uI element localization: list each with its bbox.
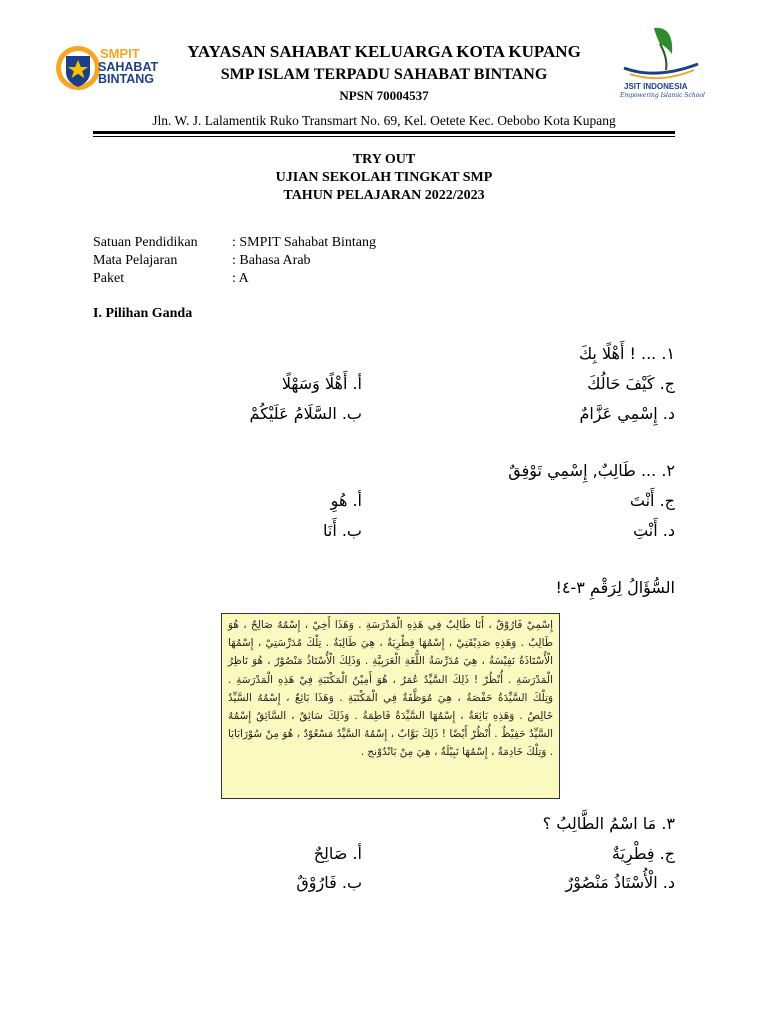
question-2-option-c: ج. أَنْتَ bbox=[629, 491, 675, 510]
question-1-option-b: ب. السَّلَامُ عَلَيْكُمْ bbox=[249, 404, 362, 423]
question-2-option-a: أ. هُوِ bbox=[330, 491, 362, 510]
question-1-option-a: أ. أَهْلًا وَسَهْلًا bbox=[281, 374, 362, 393]
exam-info bbox=[93, 234, 376, 288]
question-3-stem: ٣. مَا اسْمُ الطَّالِبُ ؟ bbox=[542, 814, 675, 833]
logo-text-bintang: BINTANG bbox=[98, 72, 155, 86]
question-3-option-c: ج. فِطْرِيَةٌ bbox=[611, 844, 675, 863]
question-3-option-d: د. الْأُسْتَاذُ مَنْصُوْرٌ bbox=[565, 873, 675, 892]
info-row bbox=[93, 270, 376, 288]
header-divider-thick bbox=[93, 131, 675, 134]
info-label: Satuan Pendidikan bbox=[93, 235, 198, 250]
npsn-number: NPSN 70004537 bbox=[339, 88, 429, 103]
exam-title: TRY OUT bbox=[352, 152, 416, 167]
info-label: Paket bbox=[93, 271, 125, 286]
question-2-option-d: د. أَنْتِ bbox=[633, 521, 675, 540]
info-label: Mata Pelajaran bbox=[93, 253, 178, 268]
question-3-option-b: ب. فَارُوْقٌ bbox=[296, 873, 362, 892]
reading-passage bbox=[221, 613, 560, 799]
question-1-option-d: د. إِسْمِي عَزَّامٌ bbox=[579, 404, 675, 423]
jsit-logo-tagline: Empowering Islamic School bbox=[620, 92, 705, 99]
foundation-name: YAYASAN SAHABAT KELUARGA KOTA KUPANG bbox=[187, 42, 581, 61]
school-address: Jln. W. J. Lalamentik Ruko Transmart No. 69, Kel. Oetete Kec. Oebobo Kota Kupang bbox=[152, 113, 616, 128]
info-value: : Bahasa Arab bbox=[232, 253, 311, 268]
exam-year: TAHUN PELAJARAN 2022/2023 bbox=[283, 188, 485, 203]
section-heading: I. Pilihan Ganda bbox=[93, 306, 193, 321]
info-row bbox=[93, 234, 376, 252]
jsit-logo-name: JSIT INDONESIA bbox=[624, 82, 688, 91]
question-1-stem: ١. ... ! أَهْلًا بِكَ bbox=[578, 344, 675, 363]
passage-instruction: السُّؤَالُ لِرَقْمِ ٣-٤! bbox=[555, 578, 675, 597]
logo-text-smpit: SMPIT bbox=[100, 46, 140, 61]
passage-text: إِسْمِيْ فَارُوْقٌ ، أَنَا طَالِبٌ فِي هَذِهِ الْمَدْرَسَةِ . وَهَذَا أَخِيْ ، إِسْمُهُ صَالِحٌ ، هُوَ طَالِبٌ . وَهَذِهِ صَدِيْقَتِيْ ، إِسْمُهَا فِطْرِيَةٌ ، هِيَ طَالِبَةٌ . تِلْكَ مُدَرِّسَتِيْ ، إِسْمُهَا الْأُسْتَاذَةُ نَفِيْسَةُ ، هِيَ مُدَرِّسَةُ اللُّغَةِ الْعَرَبِيَّةِ . وَذَلِكَ الْأُسْتَاذُ مَنْصُوْرٌ ، هُوَ نَاظِرُ الْمَدْرَسَةِ . أُنْظُرْ ! ذَلِكَ السَّيِّدُ عُمَرُ ، هُوَ أَمِيْنُ الْمَكْتَبَةِ فِيْ هَذِهِ الْمَدْرَسَةِ . وَتِلْكَ السَّيِّدَةُ حَفْصَةُ ، هِيَ مُوَظَّفَةٌ فِي الْمَكْتَبَةِ . وَهَذَا بَائِعٌ ، إِسْمُهُ السَّيِّدُ خَالِصٌ . وَهَذِهِ بَائِعَةٌ ، إِسْمُهَا السَّيِّدَةُ فَاطِمَةُ . وَذَلِكَ سَائِقٌ ، السَّائِقُ إِسْمُهُ السَّيِّدُ حَفِيْظٌ . أُنْظُرْ أَيْضًا ! ذَلِكَ بَوَّابٌ ، إِسْمُهُ السَّيِّدُ مَسْعُوْدٌ ، هُوَ مِنْ سُوْرَابَايَا . وَتِلْكَ خَادِمَةٌ ، إِسْمُهَا نَبِيْلَةٌ ، هِيَ مِنْ بَانْدُوْنج . bbox=[228, 619, 553, 759]
exam-subtitle: UJIAN SEKOLAH TINGKAT SMP bbox=[275, 170, 493, 185]
info-value: : SMPIT Sahabat Bintang bbox=[232, 235, 377, 250]
info-row bbox=[93, 252, 376, 270]
header-divider-thin bbox=[93, 136, 675, 137]
question-2-option-b: ب. أَنَا bbox=[322, 521, 362, 540]
logo-text-sahabat: SAHABAT bbox=[98, 60, 159, 74]
question-1-option-c: ج. كَيْفَ حَالُكَ bbox=[587, 374, 675, 393]
question-2-stem: ٢. ... طَالِبٌ, إِسْمِي تَوْفِقٌ bbox=[508, 461, 675, 480]
question-3-option-a: أ. صَالِحٌ bbox=[313, 844, 362, 863]
school-name: SMP ISLAM TERPADU SAHABAT BINTANG bbox=[220, 66, 548, 83]
info-value: : A bbox=[232, 271, 249, 286]
